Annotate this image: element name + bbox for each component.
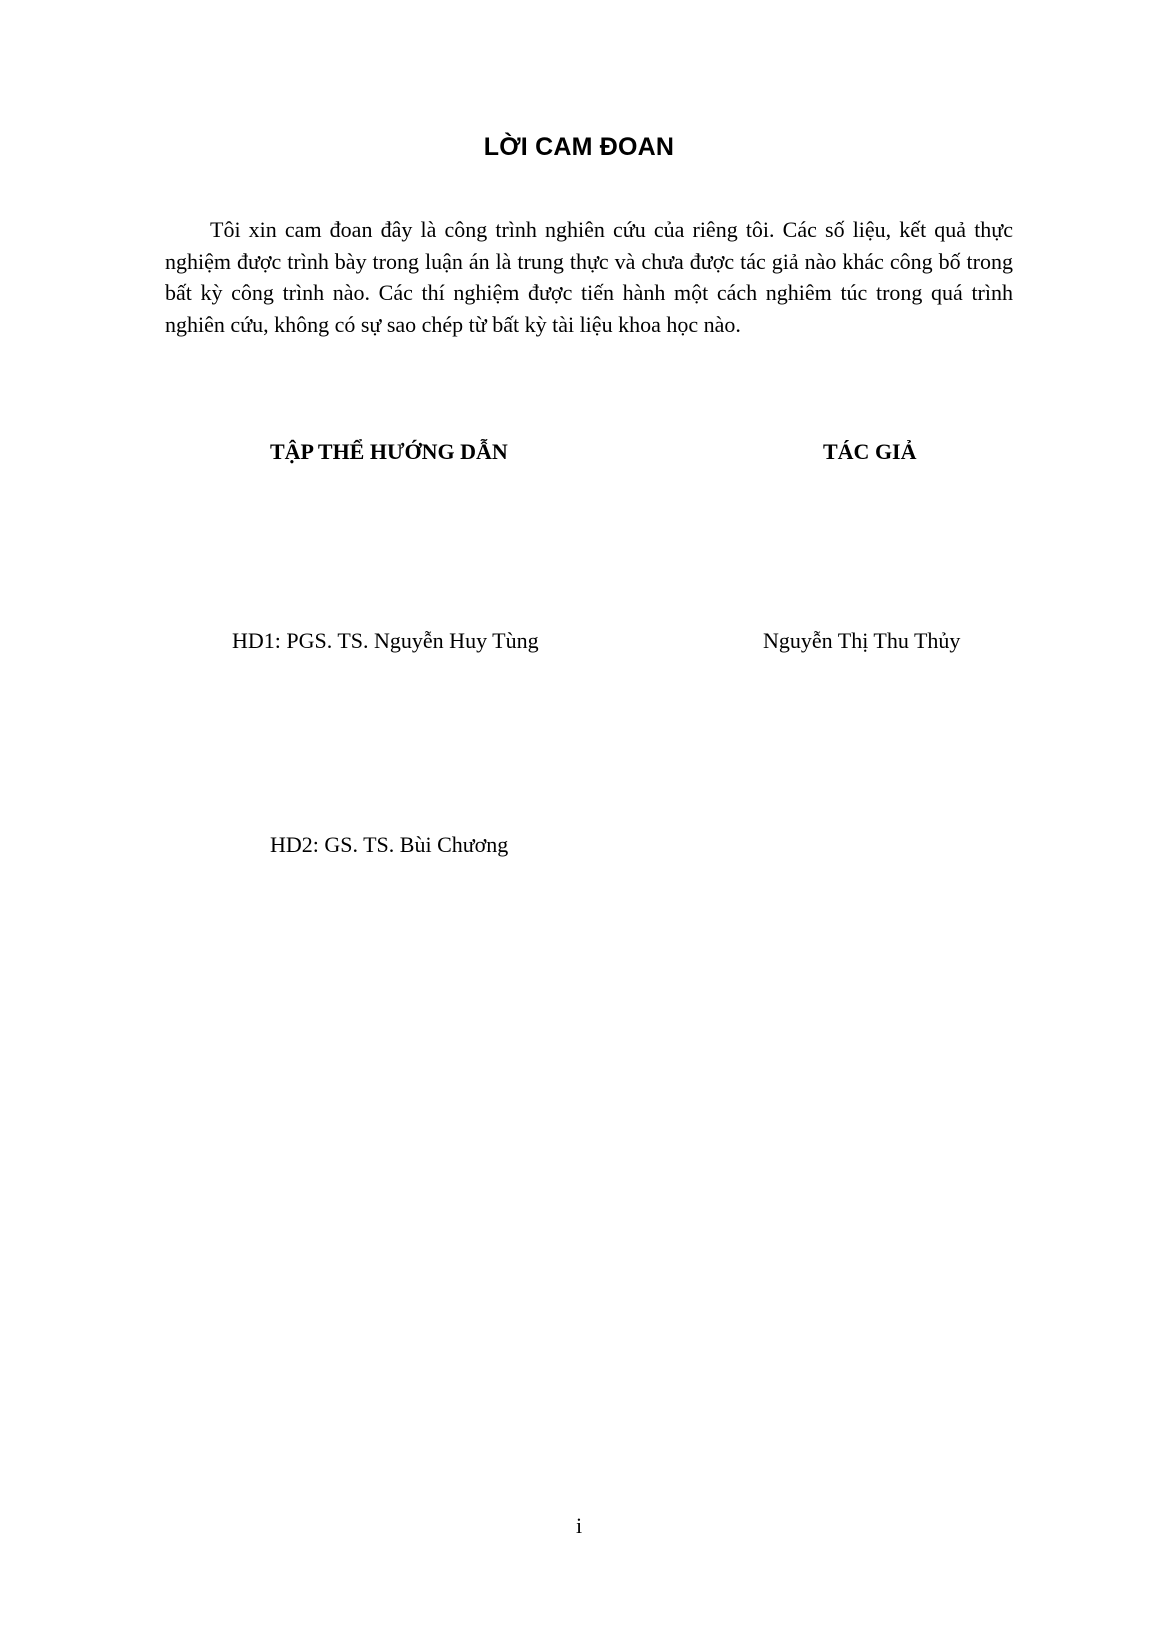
author-heading: TÁC GIẢ xyxy=(823,439,917,464)
author-name: Nguyễn Thị Thu Thủy xyxy=(763,628,961,653)
advisors-heading: TẬP THỂ HƯỚNG DẪN xyxy=(270,439,508,464)
declaration-paragraph: Tôi xin cam đoan đây là công trình nghiên cứu của riêng tôi. Các số liệu, kết quả thực nghiệm được trình bày trong luận án là trung thực và chưa được tác giả nào khác công bố trong bất kỳ công trình nào. Các thí nghiệm được tiến hành một cách nghiêm túc trong quá trình nghiên cứu, không có sự sao chép từ bất kỳ tài liệu khoa học nào. xyxy=(165,217,1013,337)
page-number: i xyxy=(575,1513,583,1538)
advisor-2-name: HD2: GS. TS. Bùi Chương xyxy=(270,832,509,857)
page-title: LỜI CAM ĐOAN xyxy=(483,133,675,161)
advisor-1-name: HD1: PGS. TS. Nguyễn Huy Tùng xyxy=(232,628,539,653)
